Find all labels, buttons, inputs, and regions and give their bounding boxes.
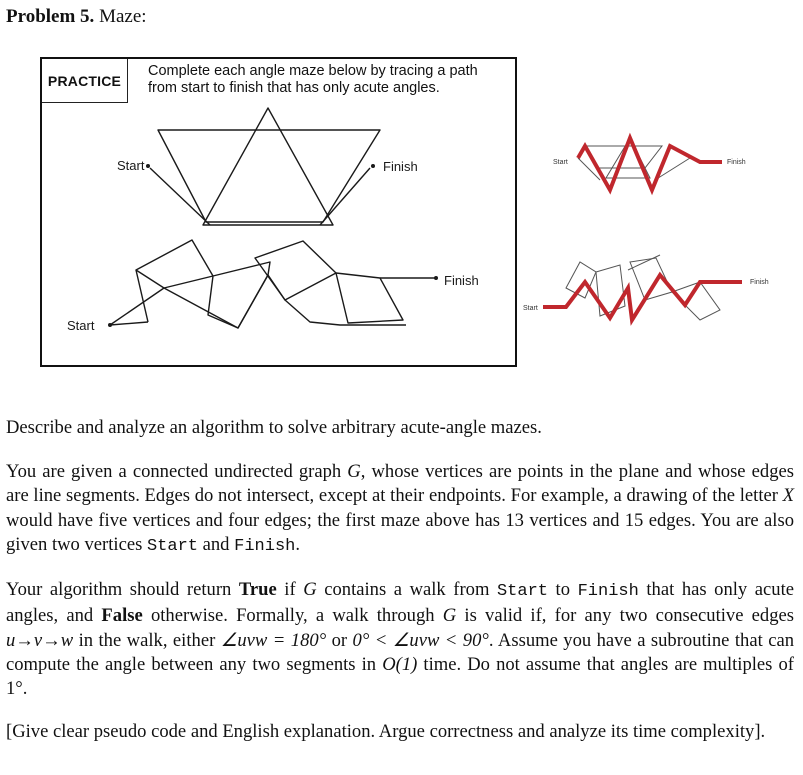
practice-tag: PRACTICE [42,59,128,103]
paragraph-instructions: [Give clear pseudo code and English explanation. Argue correctness and analyze its time complexity]. [6,721,766,742]
maze-2-graph [110,240,436,328]
maze-2-finish-label: Finish [444,273,479,288]
solution-2-finish-label: Finish [750,279,769,286]
maze-2-start-label: Start [67,318,95,333]
paragraph-graph-description: You are given a connected undirected graph G, whose vertices are points in the plane and whose edges are line segments. Edges do not intersect, except at their endpoints. For example, a drawing of the letter X would have five vertices and four edges; the first maze above has 13 vertices and 15 edges. You are also given two vertices Start and Finish. [6,461,794,556]
maze-1-start-label: Start [117,158,145,173]
maze-1-markers [117,158,418,174]
maze-1-graph [150,108,380,225]
solution-2-path [543,275,742,320]
instruction-line-2: from start to finish that has only acute angles. [148,80,440,96]
maze-1-finish-label: Finish [383,159,418,174]
instruction-line-1: Complete each angle maze below by tracing a path [148,63,478,79]
solution-1-finish-label: Finish [727,159,746,166]
problem-title: Maze: [99,6,147,27]
paragraph-describe: Describe and analyze an algorithm to solve arbitrary acute-angle mazes. [6,417,542,438]
solution-1-start-label: Start [553,159,568,166]
solution-2-start-label: Start [523,305,538,312]
problem-label: Problem 5. [6,6,95,27]
paragraph-requirements: Your algorithm should return True if G contains a walk from Start to Finish that has only acute angles, and False otherwise. Formally, a walk through G is valid if, for any two consecutive edges u→v→w in the walk, either ∠uvw = 180° or 0° < ∠uvw < 90°. Assume you have a subroutine that can compute the angle between any two segments in O(1) time. Do not assume that angles are multiples of 1°. [6,579,794,700]
